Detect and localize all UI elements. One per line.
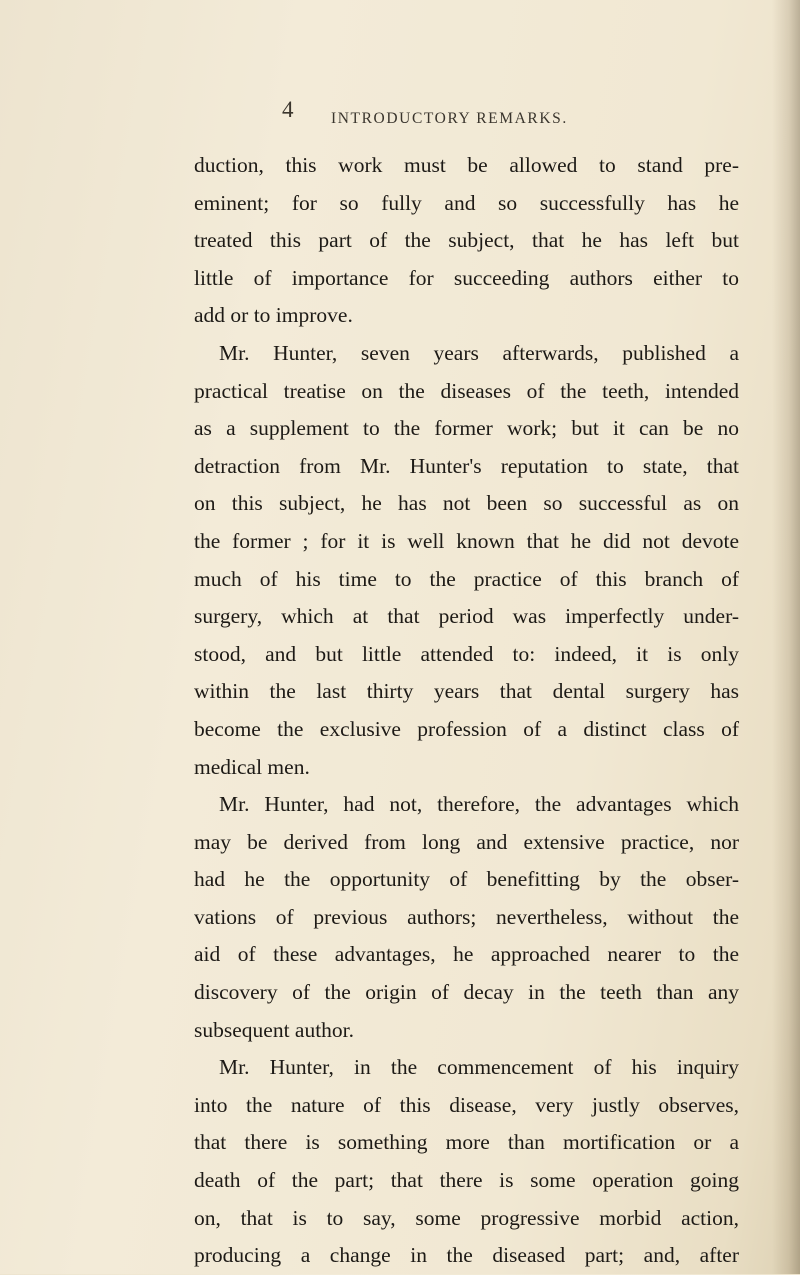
text-line: vations of previous authors; nevertheless, without the bbox=[194, 904, 739, 929]
text-line: subsequent author. bbox=[194, 1017, 355, 1042]
text-line: on this subject, he has not been so successful as on bbox=[194, 491, 739, 516]
text-line: that there is something more than mortification or a bbox=[194, 1130, 739, 1155]
text-line: detraction from Mr. Hunter's reputation to state, that bbox=[194, 453, 739, 478]
text-line: had he the opportunity of benefitting by the obser- bbox=[194, 867, 739, 892]
text-line: become the exclusive profession of a distinct class of bbox=[194, 716, 739, 741]
text-line: surgery, which at that period was imperfectly under- bbox=[194, 604, 739, 629]
text-line: Mr. Hunter, in the commencement of his inquiry bbox=[219, 1055, 739, 1080]
text-line: duction, this work must be allowed to stand pre- bbox=[194, 153, 739, 177]
text-line: much of his time to the practice of this branch of bbox=[194, 566, 739, 591]
text-line: practical treatise on the diseases of the teeth, intended bbox=[194, 378, 739, 403]
text-line: as a supplement to the former work; but it can be no bbox=[194, 416, 739, 441]
text-line: may be derived from long and extensive practice, nor bbox=[194, 829, 739, 854]
text-line: the former ; for it is well known that he did not devote bbox=[194, 528, 739, 553]
page-number: 4 bbox=[282, 97, 294, 122]
text-line: into the nature of this disease, very justly observes, bbox=[194, 1092, 739, 1117]
body-text bbox=[194, 147, 739, 1275]
running-head: INTRODUCTORY REMARKS. bbox=[331, 110, 568, 127]
text-line: aid of these advantages, he approached nearer to the bbox=[194, 942, 739, 967]
text-line: add or to improve. bbox=[194, 303, 353, 328]
page-edge-shadow bbox=[772, 0, 800, 1274]
text-line: Mr. Hunter, seven years afterwards, published a bbox=[219, 340, 739, 365]
text-line: producing a change in the diseased part; and, after bbox=[194, 1243, 739, 1268]
text-line: within the last thirty years that dental surgery has bbox=[194, 679, 739, 704]
text-line: eminent; for so fully and so successfully has he bbox=[194, 190, 739, 215]
text-line: little of importance for succeeding authors either to bbox=[194, 265, 739, 290]
text-line: stood, and but little attended to: indeed, it is only bbox=[194, 641, 739, 666]
text-line: on, that is to say, some progressive morbid action, bbox=[194, 1205, 739, 1230]
text-line: discovery of the origin of decay in the teeth than any bbox=[194, 980, 739, 1005]
text-line: Mr. Hunter, had not, therefore, the advantages which bbox=[219, 792, 739, 817]
text-line: treated this part of the subject, that he has left but bbox=[194, 228, 739, 253]
text-line: death of the part; that there is some operation going bbox=[194, 1168, 739, 1193]
text-line: medical men. bbox=[194, 754, 310, 779]
